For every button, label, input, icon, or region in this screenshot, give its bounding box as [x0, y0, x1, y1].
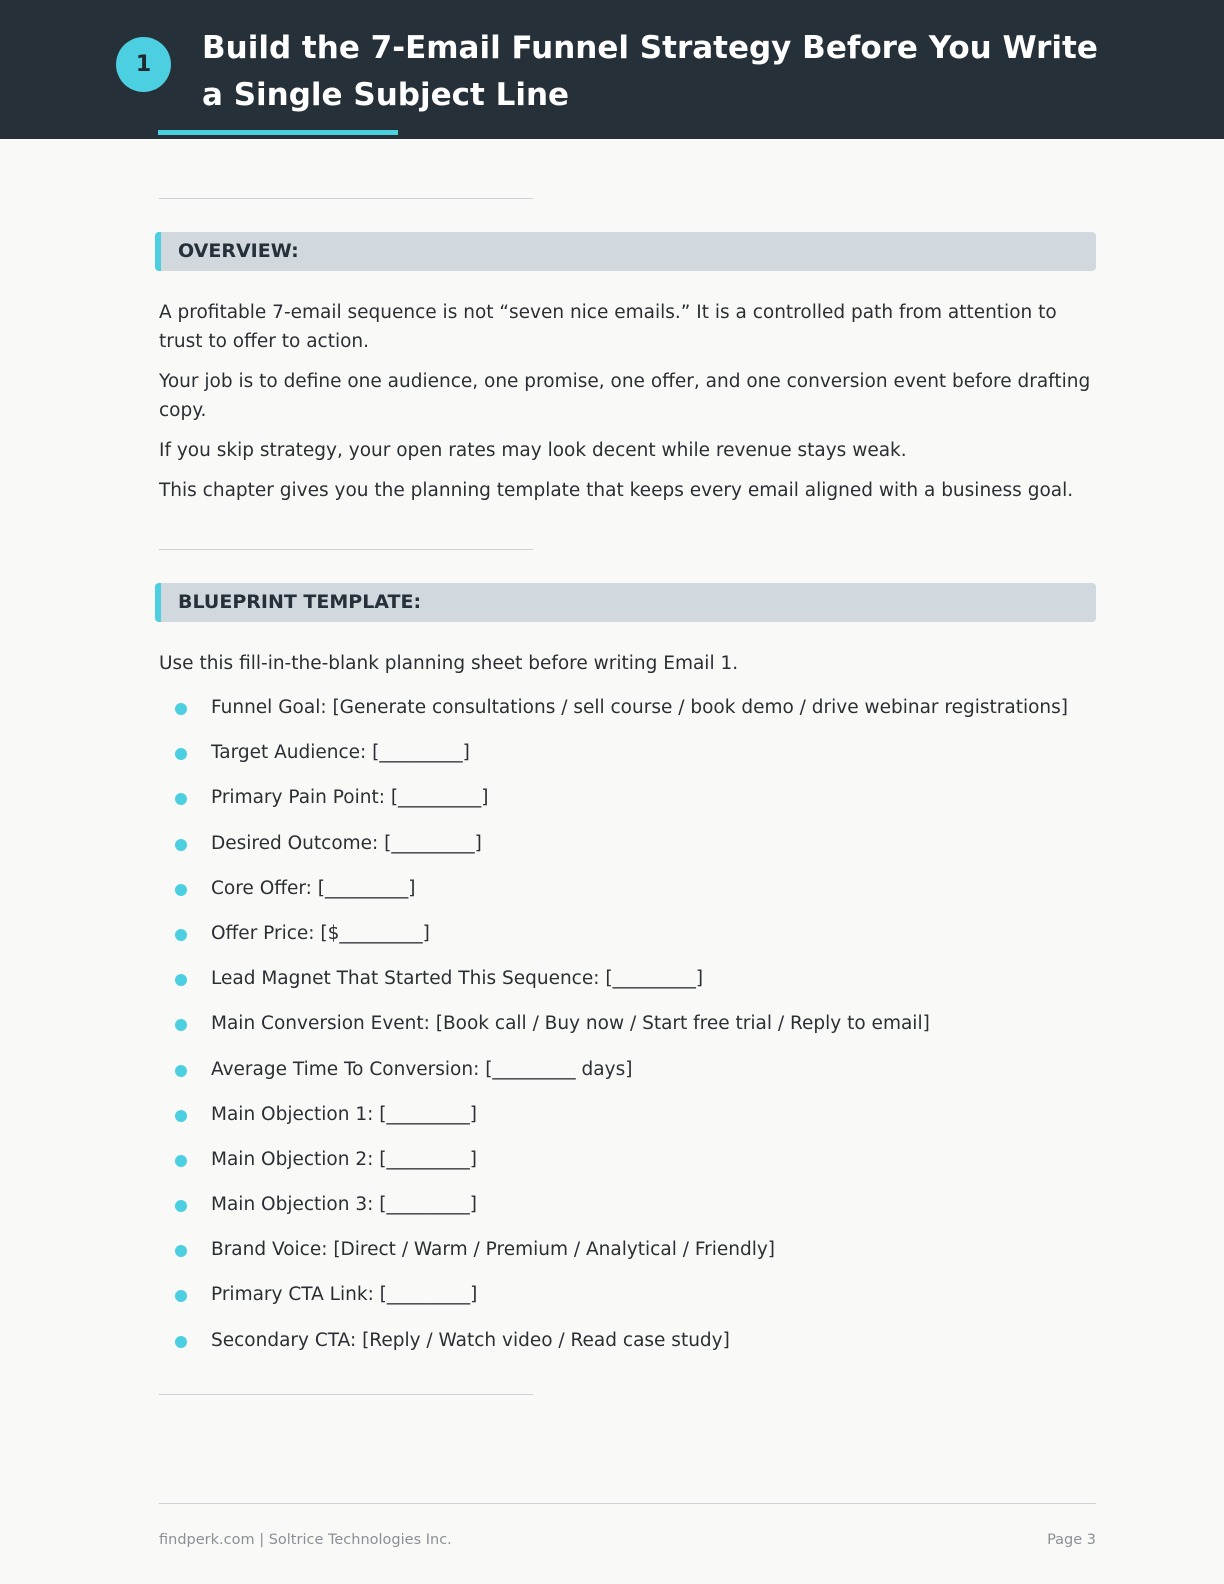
list-item	[159, 829, 1104, 874]
bullet-dot-icon	[175, 1245, 187, 1257]
list-item-text: Target Audience: [_________]	[211, 742, 470, 764]
overview-paragraph: A profitable 7-email sequence is not “seven nice emails.” It is a controlled path from attention to trust to offer to action.	[159, 302, 1057, 352]
list-item-text: Core Offer: [_________]	[211, 877, 416, 899]
list-item	[159, 1280, 1104, 1325]
bullet-dot-icon	[175, 974, 187, 986]
list-item	[159, 738, 1104, 783]
chapter-title: Build the 7-Email Funnel Strategy Before You Write a Single Subject Line	[202, 30, 1098, 113]
bullet-dot-icon	[175, 703, 187, 715]
list-item	[159, 964, 1104, 1009]
list-item-text: Desired Outcome: [_________]	[211, 832, 482, 854]
list-item-text: Primary CTA Link: [_________]	[211, 1284, 478, 1306]
list-item-text: Primary Pain Point: [_________]	[211, 787, 489, 809]
title-accent-underline	[158, 130, 398, 135]
blueprint-checklist	[159, 693, 1104, 1371]
bullet-dot-icon	[175, 884, 187, 896]
chapter-header	[0, 0, 1224, 139]
list-item-text: Main Objection 1: [_________]	[211, 1103, 477, 1125]
list-item-text: Offer Price: [$_________]	[211, 922, 430, 944]
list-item-text: Secondary CTA: [Reply / Watch video / Read case study]	[211, 1329, 730, 1351]
list-item-text: Funnel Goal: [Generate consultations / sell course / book demo / drive webinar registrations]	[211, 697, 1069, 718]
bullet-dot-icon	[175, 1155, 187, 1167]
footer-divider	[159, 1503, 1096, 1504]
page-number: Page 3	[1047, 1532, 1096, 1548]
overview-paragraph: This chapter gives you the planning template that keeps every email aligned with a business goal.	[159, 480, 1074, 501]
section-divider	[159, 198, 533, 199]
footer-credit: findperk.com | Soltrice Technologies Inc.	[159, 1532, 452, 1548]
list-item-text: Lead Magnet That Started This Sequence: [_________]	[211, 968, 704, 990]
overview-paragraph: Your job is to define one audience, one promise, one offer, and one conversion event before drafting copy.	[159, 371, 1091, 421]
bullet-dot-icon	[175, 1110, 187, 1122]
list-item-text: Brand Voice: [Direct / Warm / Premium / Analytical / Friendly]	[211, 1239, 776, 1261]
list-item	[159, 1190, 1104, 1235]
list-item	[159, 1235, 1104, 1280]
overview-paragraph: If you skip strategy, your open rates may look decent while revenue stays weak.	[159, 440, 907, 461]
list-item	[159, 919, 1104, 964]
list-item-text: Average Time To Conversion: [_________ days]	[211, 1058, 633, 1080]
blueprint-intro: Use this fill-in-the-blank planning sheet before writing Email 1.	[159, 653, 739, 674]
bullet-dot-icon	[175, 1336, 187, 1348]
bullet-dot-icon	[175, 1200, 187, 1212]
list-item	[159, 1145, 1104, 1190]
list-item	[159, 1100, 1104, 1145]
chapter-number-badge: 1	[116, 37, 171, 92]
bullet-dot-icon	[175, 929, 187, 941]
bullet-dot-icon	[175, 839, 187, 851]
list-item-text: Main Objection 3: [_________]	[211, 1194, 477, 1216]
list-item	[159, 693, 1104, 738]
list-item	[159, 1326, 1104, 1371]
overview-heading: OVERVIEW:	[178, 240, 299, 262]
bullet-dot-icon	[175, 748, 187, 760]
list-item	[159, 874, 1104, 919]
list-item-text: Main Objection 2: [_________]	[211, 1148, 477, 1170]
section-divider	[159, 549, 533, 550]
list-item	[159, 783, 1104, 828]
bullet-dot-icon	[175, 1019, 187, 1031]
bullet-dot-icon	[175, 793, 187, 805]
bullet-dot-icon	[175, 1065, 187, 1077]
section-divider	[159, 1394, 533, 1395]
list-item	[159, 1055, 1104, 1100]
blueprint-heading: BLUEPRINT TEMPLATE:	[178, 591, 422, 613]
overview-heading-bar	[155, 232, 1096, 271]
list-item	[159, 1009, 1104, 1054]
list-item-text: Main Conversion Event: [Book call / Buy now / Start free trial / Reply to email]	[211, 1013, 930, 1035]
bullet-dot-icon	[175, 1290, 187, 1302]
blueprint-heading-bar	[155, 583, 1096, 622]
